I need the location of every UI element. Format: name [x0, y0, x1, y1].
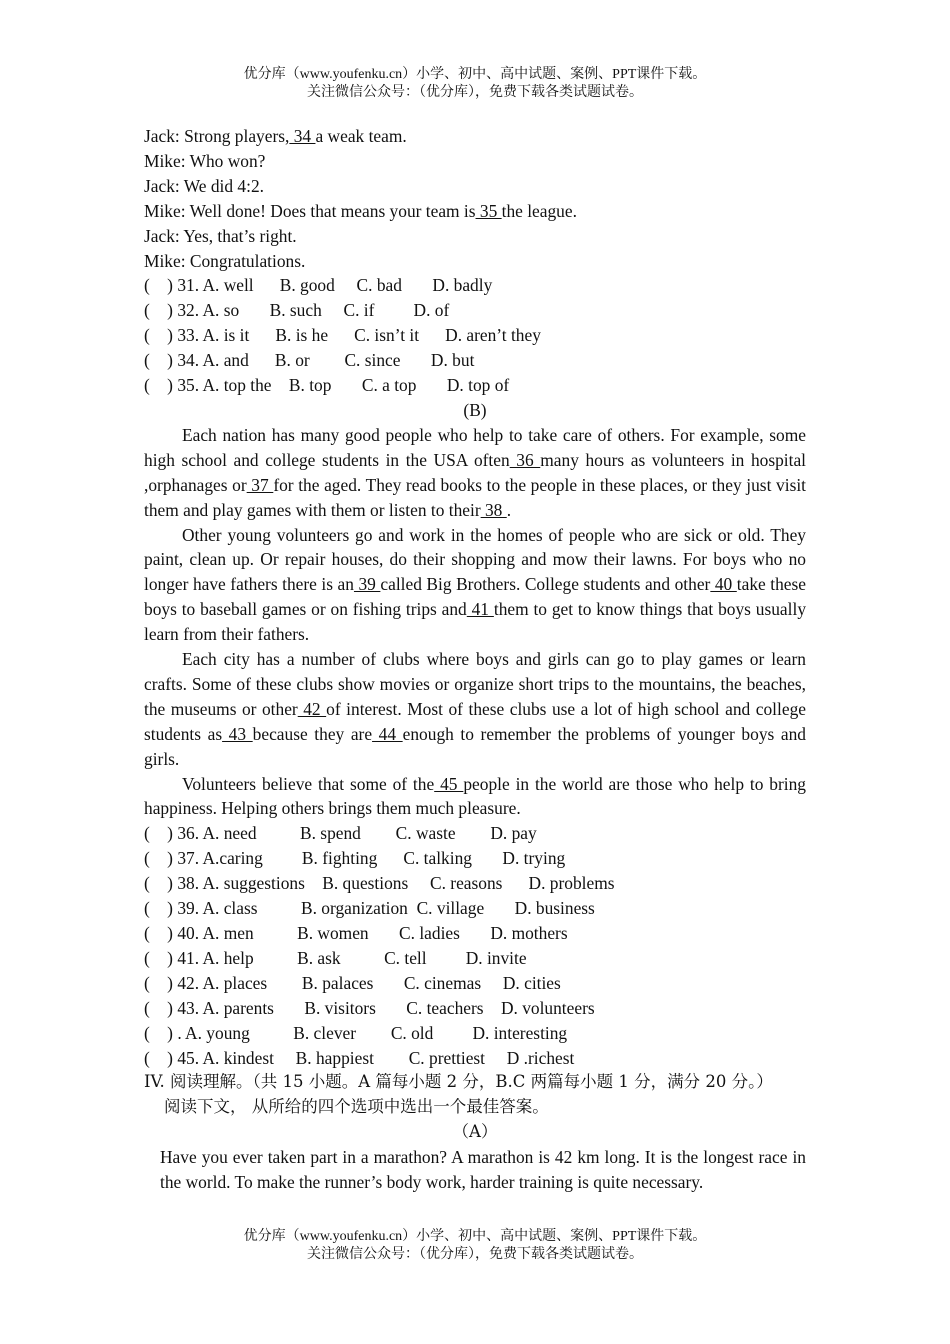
passage-a-paragraph: Have you ever taken part in a marathon? A marathon is 42 km long. It is the longest race in the world. To make the runner’s body work, harder training is quite necessary.: [160, 1147, 806, 1193]
blank-38: 38: [480, 499, 507, 520]
document-body: [144, 124, 806, 1195]
blank-45: 45: [434, 773, 464, 794]
blank-34: 34: [289, 126, 316, 146]
dialogue-line: Jack: We did 4:2.: [144, 175, 264, 196]
passage-b-paragraph-1: Each nation has many good people who help to take care of others. For example, some high school and college students in the USA often 36 many hours as volunteers in hospital ,orphanages or 37 for the aged. They read books to the people in these places, or they just visit them and play games with them or listen to their 38 .: [144, 424, 807, 520]
blank-43: 43: [222, 723, 253, 744]
header-line-2: 关注微信公众号：（优分库），免费下载各类试题试卷。: [307, 85, 643, 100]
dialogue: [144, 124, 806, 273]
question-options: ( ) 45. A. kindest B. happiest C. prettiest D .richest: [144, 1047, 575, 1068]
blank-36: 36: [509, 449, 541, 470]
blank-35: 35: [475, 200, 502, 221]
blank-37: 37: [246, 474, 274, 495]
dialogue-line: Jack: Yes, that’s right.: [144, 225, 297, 246]
footer-line-1: 优分库（www.youfenku.cn）小学、初中、高中试题、案例、PPT课件下载。: [243, 1229, 707, 1244]
question-options: ( ) 42. A. places B. palaces C. cinemas D. cities: [144, 972, 561, 993]
options-36-45: [144, 821, 806, 1070]
options-31-35: [144, 273, 806, 398]
blank-39: 39: [353, 574, 381, 595]
question-options: ( ) 35. A. top the B. top C. a top D. top of: [144, 375, 510, 396]
blank-44: 44: [372, 723, 403, 744]
question-options: ( ) 32. A. so B. such C. if D. of: [144, 300, 450, 321]
question-options: ( ) 40. A. men B. women C. ladies D. mothers: [144, 923, 568, 943]
dialogue-line: Jack: Strong players, 34 a weak team.: [144, 126, 407, 146]
page-footer: [0, 1228, 950, 1264]
passage-b-paragraph-2: Other young volunteers go and work in the homes of people who are sick or old. They paint, clean up. Or repair houses, do their shopping and mow their lawns. For boys who no longer have fathers there is an 39 called Big Brothers. College students and other 40 take these boys to baseball games or on fishing trips and 41 them to get to know things that boys usually learn from their fathers.: [144, 524, 807, 645]
section-b-title: (B): [463, 399, 487, 420]
passage-b-paragraph-3: Each city has a number of clubs where boys and girls can go to play games or learn crafts. Some of these clubs show movies or organize short trips to the mountains, the beaches, the museums or other 42 of interest. Most of these clubs use a lot of high school and college students as 43 because they are 44 enough to remember the problems of younger boys and girls.: [144, 649, 806, 769]
question-options: ( ) 39. A. class B. organization C. village D. business: [144, 898, 595, 919]
section-iv-title: IV. 阅读理解。（共 15 小题。A 篇每小题 2 分，B.C 两篇每小题 1 分，满分 20 分。）: [144, 1072, 773, 1092]
header-line-1: 优分库（www.youfenku.cn）小学、初中、高中试题、案例、PPT课件下载。: [243, 67, 707, 82]
question-options: ( ) . A. young B. clever C. old D. interesting: [144, 1022, 568, 1043]
blank-41: 41: [466, 599, 494, 620]
page-header: [0, 66, 950, 102]
passage-b-paragraph-4: Volunteers believe that some of the 45 people in the world are those who help to bring happiness. Helping others brings them much pleasure.: [144, 773, 807, 819]
section-iv-instruction: 阅读下文， 从所给的四个选项中选出一个最佳答案。: [164, 1097, 549, 1117]
blank-42: 42: [297, 698, 327, 719]
question-options: ( ) 37. A.caring B. fighting C. talking D. trying: [144, 848, 566, 869]
question-options: ( ) 38. A. suggestions B. questions C. reasons D. problems: [144, 873, 615, 894]
question-options: ( ) 33. A. is it B. is he C. isn’t it D. aren’t they: [144, 325, 541, 346]
dialogue-line: Mike: Who won?: [144, 150, 266, 171]
question-options: ( ) 34. A. and B. or C. since D. but: [144, 350, 475, 371]
dialogue-line: Mike: Well done! Does that means your team is 35 the league.: [144, 200, 577, 221]
question-options: ( ) 36. A. need B. spend C. waste D. pay: [144, 823, 537, 844]
section-a-title: （A）: [452, 1122, 498, 1142]
question-options: ( ) 31. A. well B. good C. bad D. badly: [144, 275, 493, 296]
footer-line-2: 关注微信公众号：（优分库），免费下载各类试题试卷。: [307, 1247, 643, 1262]
question-options: ( ) 43. A. parents B. visitors C. teachers D. volunteers: [144, 997, 595, 1018]
dialogue-line: Mike: Congratulations.: [144, 250, 306, 271]
question-options: ( ) 41. A. help B. ask C. tell D. invite: [144, 947, 527, 968]
blank-40: 40: [710, 574, 737, 595]
